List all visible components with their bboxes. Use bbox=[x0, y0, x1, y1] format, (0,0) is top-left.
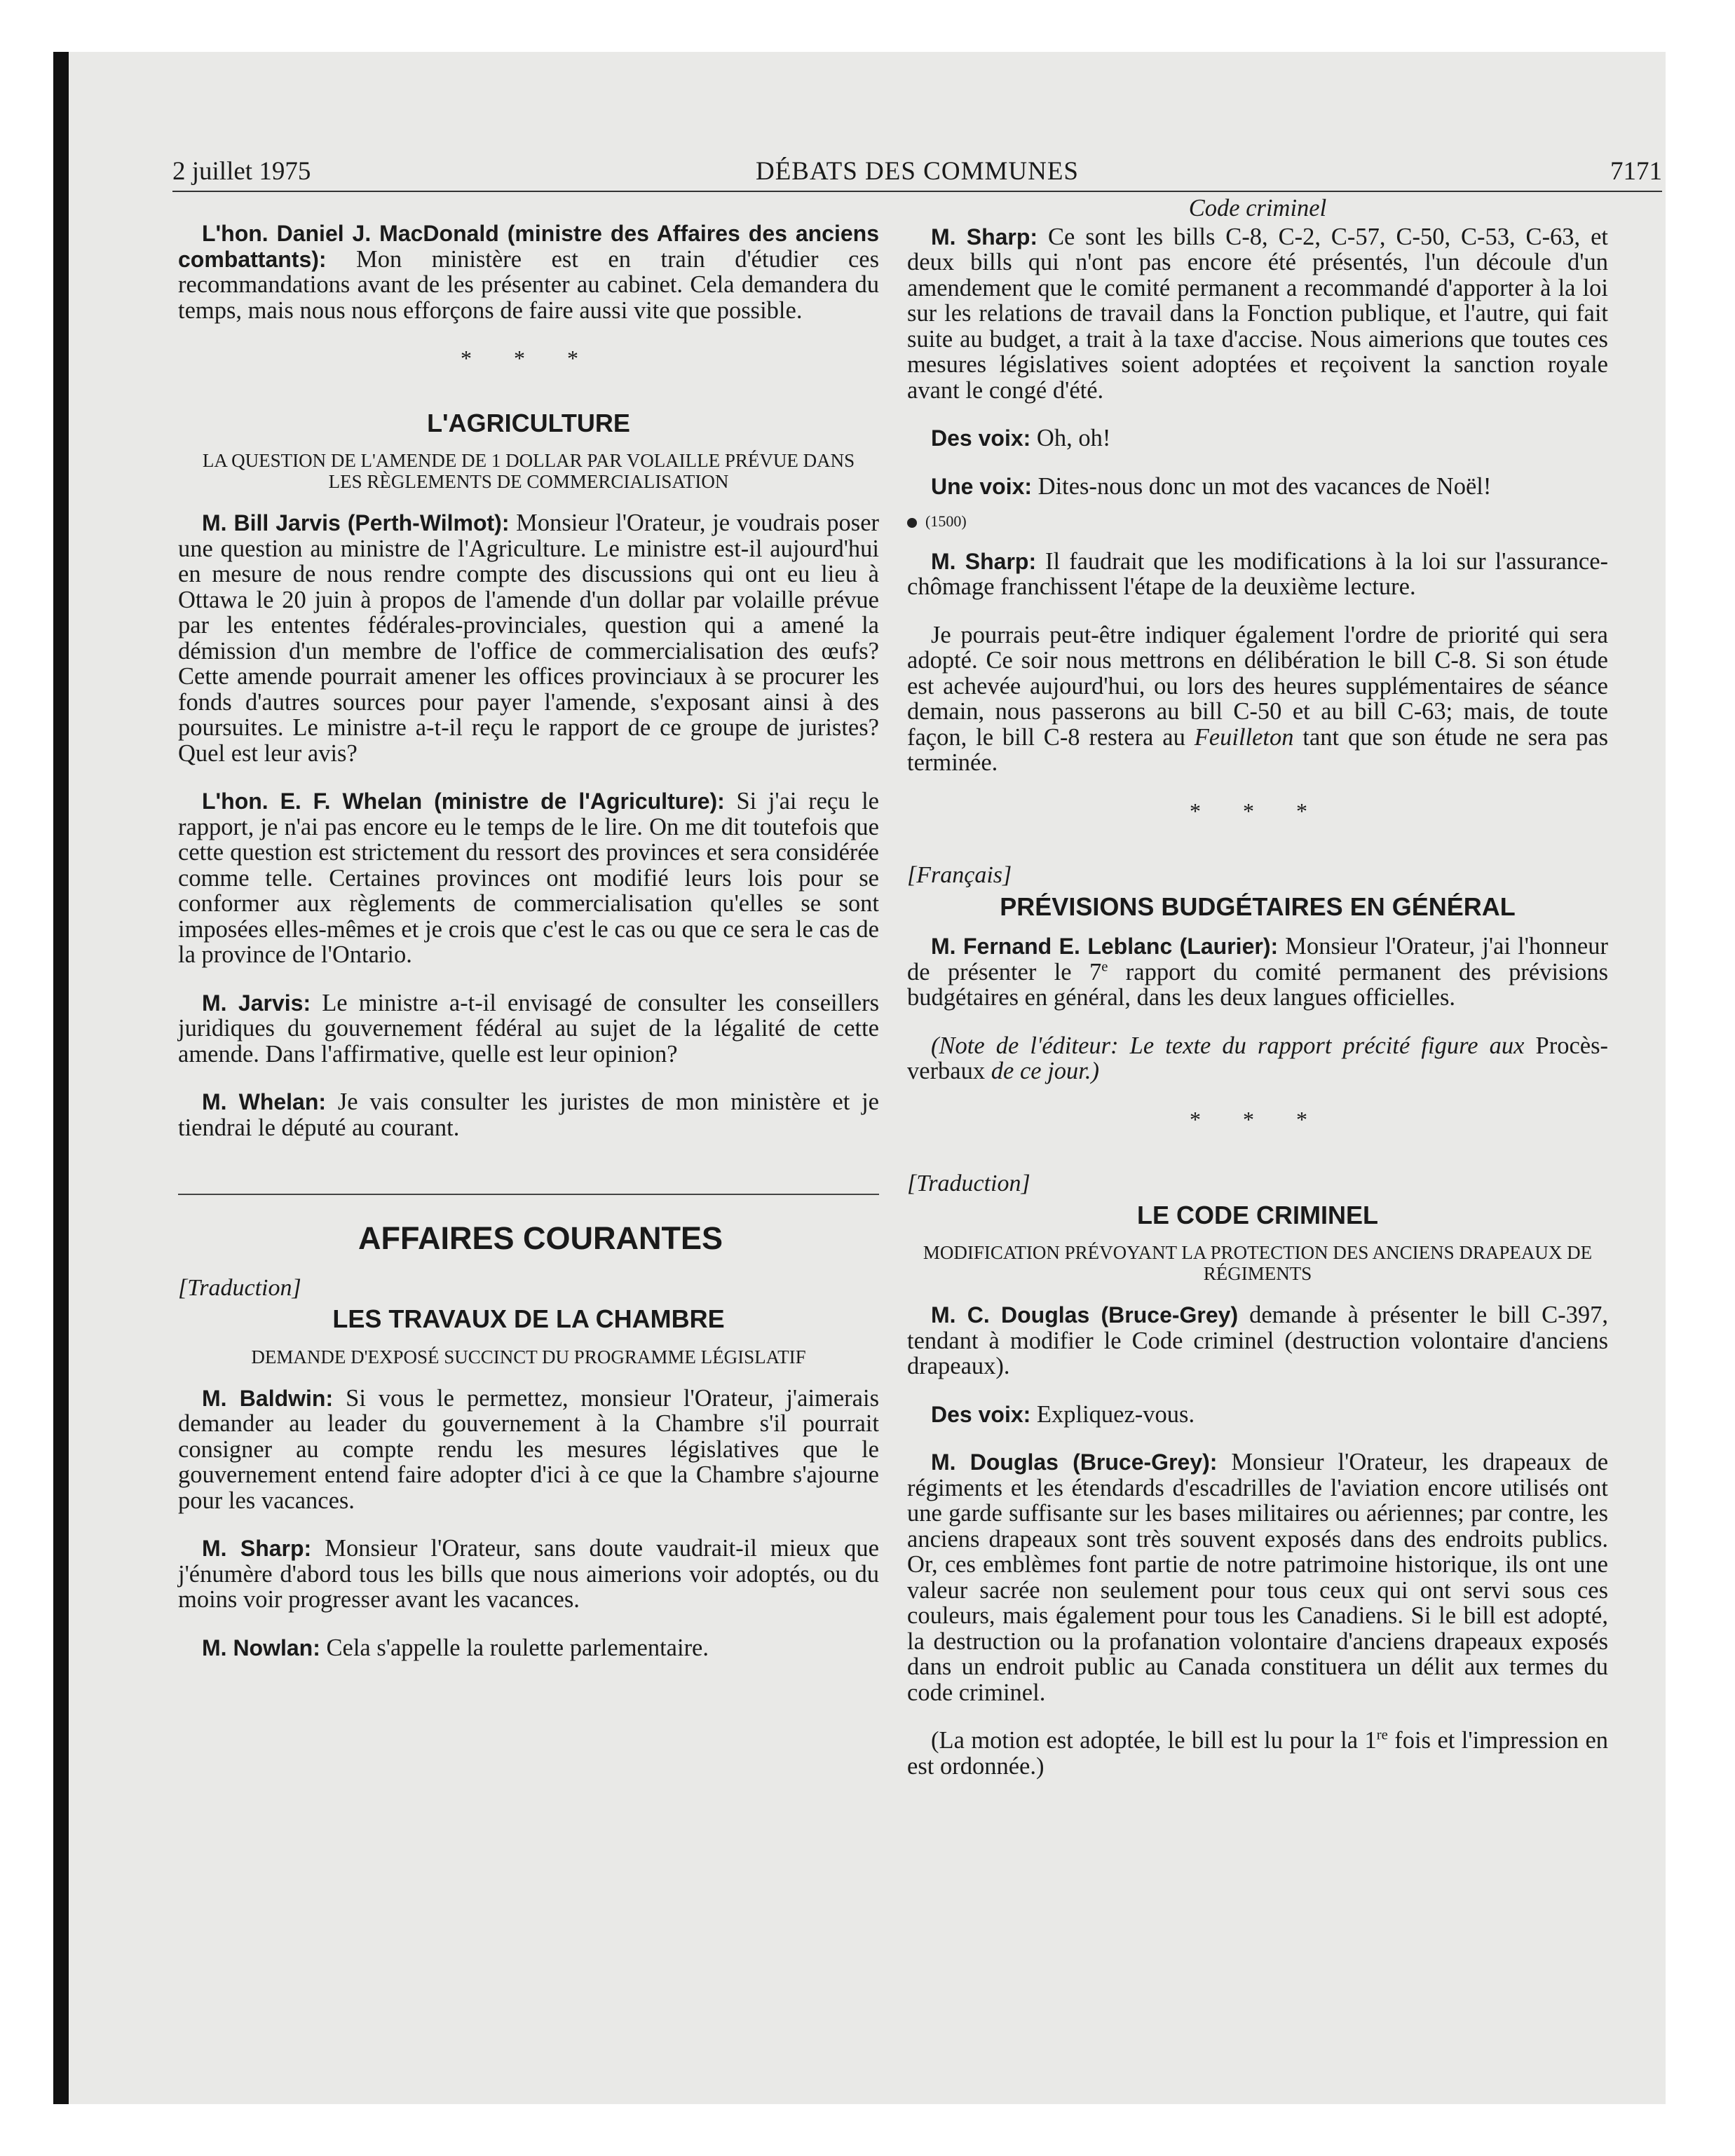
paragraph bbox=[178, 1635, 879, 1661]
paragraph bbox=[907, 1449, 1608, 1705]
paragraph bbox=[178, 1089, 879, 1140]
speech-text: Mon ministère est en train d'étudier ces recommandations avant de les présenter au cabinet. Cela demandera du temps, mais nous nous efforçons de faire aussi vite que possible. bbox=[178, 245, 879, 324]
running-head: Code criminel bbox=[1188, 195, 1327, 221]
speech-text: Je vais consulter les juristes de mon ministère et je tiendrai le député au courant. bbox=[178, 1089, 879, 1141]
scanned-page bbox=[53, 52, 1666, 2104]
paragraph bbox=[907, 1402, 1608, 1428]
speech-text: demande à présenter le bill C-397, tendant à modifier le Code criminel (destruction volontaire d'anciens drapeaux). bbox=[907, 1302, 1608, 1379]
speech-text: Dites-nous donc un mot des vacances de Noël! bbox=[1032, 472, 1492, 500]
speaker-name: Une voix: bbox=[931, 473, 1033, 499]
speech-text: rapport du comité permanent des prévisions budgétaires en général, dans les deux langues officielles. bbox=[907, 958, 1609, 1011]
speech-text: Monsieur l'Orateur, les drapeaux de régiments et les étendards d'escadrilles de l'aviation encore utilisés ont une garde suffisante sur les bases militaires ou aériennes; par contre, les anciens drapeaux sont très souvent exposés dans des endroits publics. Or, ces emblèmes font partie de notre patrimoine historique, ils ont une valeur sacrée non seulement pour tous ceux qui ont servi sous ces couleurs, mais également pour tous les Canadiens. Si le bill est adopté, la destruction ou la profanation volontaire d'anciens drapeaux exposés dans un endroit public au Canada constituera un délit aux termes du code criminel. bbox=[907, 1449, 1609, 1706]
paragraph bbox=[178, 510, 879, 766]
section-subtitle: MODIFICATION PRÉVOYANT LA PROTECTION DES ANCIENS DRAPEAUX DE RÉGIMENTS bbox=[923, 1242, 1593, 1284]
speaker-name: M. Sharp: bbox=[202, 1536, 312, 1561]
speech-text: Ce sont les bills C-8, C-2, C-57, C-50, C-53, C-63, et deux bills qui n'ont pas encore été présentés, l'un découle d'un amendement que le comité permanent a recommandé d'apporter à la loi sur les relations de travail dans la Fonction publique, et l'autre, qui fait suite au budget, a trait à la taxe d'accise. Nous aimerions que toutes ces mesures législatives soient adoptées et reçoivent la sanction royale avant le congé d'été. bbox=[907, 223, 1609, 404]
section-title: LE CODE CRIMINEL bbox=[1136, 1200, 1378, 1229]
scan-edge-bar bbox=[53, 52, 69, 2104]
paragraph bbox=[178, 221, 879, 323]
speech-text: Si vous le permettez, monsieur l'Orateur, j'aimerais demander au leader du gouvernement à la Chambre s'il pourrait consigner au compte rendu les mesures législatives que le gouvernement entend faire adopter d'ici à ce que la Chambre s'ajourne pour les vacances. bbox=[178, 1384, 879, 1514]
section-subtitle: DEMANDE D'EXPOSÉ SUCCINCT DU PROGRAMME LÉGISLATIF bbox=[251, 1346, 806, 1367]
right-column bbox=[907, 196, 1608, 1801]
paragraph bbox=[907, 1302, 1608, 1379]
speech-text: Oh, oh! bbox=[1030, 425, 1111, 451]
speaker-name: Des voix: bbox=[931, 425, 1031, 451]
speaker-name: M. Nowlan: bbox=[202, 1635, 320, 1660]
language-marker: [Traduction] bbox=[178, 1274, 301, 1301]
section-separator: * * * bbox=[461, 346, 597, 371]
speaker-name: M. Fernand E. Leblanc (Laurier): bbox=[931, 934, 1279, 959]
paragraph bbox=[907, 1728, 1608, 1779]
speech-text: Il faudrait que les modifications à la loi sur l'assurance-chômage franchissent l'étape de la deuxième lecture. bbox=[907, 547, 1608, 600]
speaker-name: M. Sharp: bbox=[931, 548, 1037, 574]
speaker-name: M. Baldwin: bbox=[202, 1385, 334, 1411]
speech-text: (La motion est adoptée, le bill est lu pour la 1 bbox=[931, 1727, 1377, 1754]
paragraph bbox=[907, 474, 1608, 500]
speech-text: Monsieur l'Orateur, je voudrais poser une question au ministre de l'Agriculture. Le ministre est-il aujourd'hui en mesure de nous rendre compte des discussions qui ont eu lieu à Ottawa le 20 juin à propos de l'amende d'un dollar par volaille prévue par les ententes fédérales-provinciales, question qui a amené la démission d'un membre de l'office de commercialisation des œufs? Cette amende pourrait amener les offices provinciaux à se procurer les fonds d'autres sources pour payer l'amende, s'exposant ainsi à des poursuites. Le ministre a-t-il reçu le rapport de ce groupe de juristes? Quel est leur avis? bbox=[178, 510, 880, 767]
italic-text: Feuilleton bbox=[1194, 723, 1294, 751]
header-page-number: 7171 bbox=[1610, 157, 1662, 186]
speech-text: Monsieur l'Orateur, sans doute vaudrait-il mieux que j'énumère d'abord tous les bills que nous aimerions voir adoptés, ou du moins voir progresser avant les vacances. bbox=[178, 1535, 879, 1613]
section-title: PRÉVISIONS BUDGÉTAIRES EN GÉNÉRAL bbox=[1000, 892, 1516, 921]
paragraph bbox=[178, 789, 879, 968]
speech-text: Monsieur l'Orateur, j'ai l'honneur de présenter le 7 bbox=[907, 933, 1608, 985]
speaker-name: L'hon. Daniel J. MacDonald (ministre des Affaires des anciens combattants): bbox=[178, 221, 879, 272]
section-title: LES TRAVAUX DE LA CHAMBRE bbox=[332, 1304, 725, 1333]
time-marker bbox=[907, 509, 1608, 535]
paragraph bbox=[907, 425, 1608, 451]
language-marker: [Traduction] bbox=[907, 1171, 1030, 1196]
superscript: re bbox=[1376, 1727, 1388, 1743]
section-separator: * * * bbox=[1190, 1106, 1326, 1132]
paragraph bbox=[178, 1536, 879, 1613]
section-subtitle: LA QUESTION DE L'AMENDE DE 1 DOLLAR PAR VOLAILLE PRÉVUE DANS LES RÈGLEMENTS DE COMMERCIALISATION bbox=[202, 450, 855, 492]
time-text: (1500) bbox=[925, 512, 967, 530]
speech-text: Si j'ai reçu le rapport, je n'ai pas encore eu le temps de le lire. On me dit toutefois que cette question est strictement du ressort des provinces et sera considérée comme telle. Certaines provinces ont modifié leurs lois pour se conformer aux règlements de commercialisation qu'elles se sont imposées elles-mêmes et je crois que c'est le cas ou que ce sera le cas de la province de l'Ontario. bbox=[178, 788, 879, 968]
italic-text: (Note de l'éditeur: Le texte du rapport précité figure aux bbox=[931, 1032, 1525, 1059]
speaker-name: M. Douglas (Bruce-Grey): bbox=[931, 1449, 1218, 1475]
speaker-name: M. Bill Jarvis (Perth-Wilmot): bbox=[202, 510, 510, 535]
section-separator: * * * bbox=[1190, 798, 1326, 824]
speaker-name: M. Jarvis: bbox=[202, 990, 311, 1016]
paragraph bbox=[907, 549, 1608, 600]
speech-text: fois et l'impression en est ordonnée.) bbox=[907, 1727, 1609, 1780]
editor-note bbox=[907, 1033, 1608, 1084]
speaker-name: M. C. Douglas (Bruce-Grey) bbox=[931, 1302, 1239, 1328]
paragraph bbox=[178, 990, 879, 1067]
italic-text: de ce jour.) bbox=[991, 1058, 1099, 1084]
speech-text: Cela s'appelle la roulette parlementaire. bbox=[320, 1634, 709, 1661]
language-marker: [Français] bbox=[907, 862, 1012, 888]
page-header bbox=[172, 149, 1662, 192]
speech-text: Procès-verbaux bbox=[907, 1032, 1608, 1084]
left-column bbox=[178, 196, 879, 1683]
bullet-icon bbox=[907, 518, 917, 528]
header-title: DÉBATS DES COMMUNES bbox=[755, 157, 1079, 186]
speech-text: Expliquez-vous. bbox=[1030, 1400, 1195, 1428]
speech-text: Le ministre a-t-il envisagé de consulter les conseillers juridiques du gouvernement fédéral au sujet de la légalité de cette amende. Dans l'affirmative, quelle est leur opinion? bbox=[178, 989, 879, 1067]
speech-text: tant que son étude ne sera pas terminée. bbox=[907, 723, 1608, 776]
speaker-name: M. Sharp: bbox=[931, 224, 1038, 250]
paragraph bbox=[178, 1386, 879, 1514]
superscript: e bbox=[1101, 959, 1108, 974]
major-heading: AFFAIRES COURANTES bbox=[358, 1220, 723, 1256]
paragraph bbox=[907, 934, 1608, 1011]
speaker-name: Des voix: bbox=[931, 1401, 1031, 1427]
paragraph bbox=[907, 224, 1608, 404]
speaker-name: L'hon. E. F. Whelan (ministre de l'Agriculture): bbox=[202, 789, 725, 814]
speech-text: Je pourrais peut-être indiquer également l'ordre de priorité qui sera adopté. Ce soir nous mettrons en délibération le bill C-8. Si son étude est achevée aujourd'hui, ou lors des heures supplémentaires de séance demain, nous passerons au bill C-50 et au bill C-63; mais, de toute façon, le bill C-8 restera au bbox=[907, 621, 1608, 751]
horizontal-rule bbox=[178, 1194, 879, 1195]
header-date: 2 juillet 1975 bbox=[172, 157, 311, 186]
paragraph bbox=[907, 622, 1608, 776]
section-title: L'AGRICULTURE bbox=[427, 408, 630, 437]
speaker-name: M. Whelan: bbox=[202, 1089, 327, 1114]
